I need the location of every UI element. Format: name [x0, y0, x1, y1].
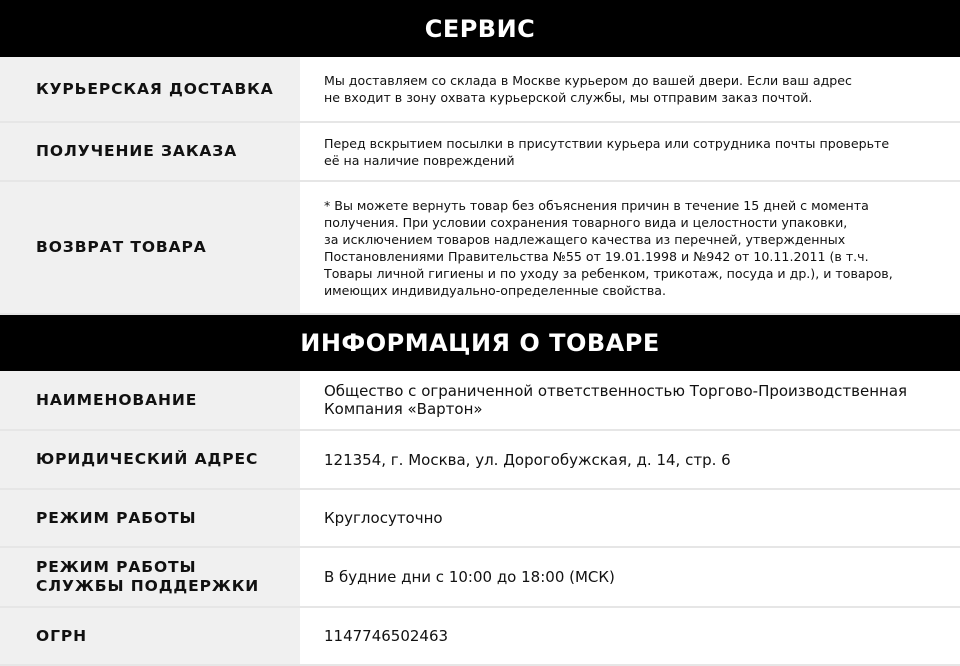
row-label: ПОЛУЧЕНИЕ ЗАКАЗА: [0, 123, 300, 180]
row-label: ЮРИДИЧЕСКИЙ АДРЕС: [0, 431, 300, 488]
product-info-header: [0, 315, 960, 371]
row-value: 1147746502463: [324, 627, 449, 645]
row-label: ВОЗВРАТ ТОВАРА: [0, 182, 300, 313]
row-value: В будние дни с 10:00 до 18:00 (МСК): [324, 568, 615, 586]
row-label: РЕЖИМ РАБОТЫ: [0, 490, 300, 546]
row-label: НАИМЕНОВАНИЕ: [0, 371, 300, 429]
row-label: ОГРН: [0, 608, 300, 664]
company-name-row: [0, 371, 960, 431]
row-value-cell: [300, 123, 960, 180]
support-hours-row: [0, 548, 960, 608]
row-value-cell: [300, 57, 960, 121]
product-info-title: ИНФОРМАЦИЯ О ТОВАРЕ: [300, 329, 660, 357]
row-value: Общество с ограниченной ответственностью Торгово-Производственная Компания «Вартон»: [324, 382, 908, 418]
row-value-cell: [300, 431, 960, 488]
courier-delivery-row: [0, 57, 960, 123]
row-label: РЕЖИМ РАБОТЫ СЛУЖБЫ ПОДДЕРЖКИ: [0, 548, 300, 606]
row-value: Мы доставляем со склада в Москве курьером до вашей двери. Если ваш адрес не входит в зону охвата курьерской службы, мы отправим заказ почтой.: [324, 73, 852, 105]
row-value-cell: [300, 371, 960, 429]
row-value-cell: [300, 608, 960, 664]
row-value: Перед вскрытием посылки в присутствии курьера или сотрудника почты проверьте её на наличие повреждений: [324, 135, 890, 168]
row-value-cell: [300, 490, 960, 546]
row-value: 121354, г. Москва, ул. Дорогобужская, д. 14, стр. 6: [324, 450, 731, 469]
ogrn-row: [0, 608, 960, 666]
product-return-row: [0, 182, 960, 315]
order-receipt-row: [0, 123, 960, 182]
row-value-cell: [300, 182, 960, 313]
service-header: [0, 0, 960, 57]
legal-address-row: [0, 431, 960, 490]
service-title: СЕРВИС: [424, 14, 536, 43]
working-hours-row: [0, 490, 960, 548]
row-value-cell: [300, 548, 960, 606]
row-value: * Вы можете вернуть товар без объяснения причин в течение 15 дней с момента получения. При условии сохранения товарного вида и целостности упаковки, за исключением товаров надлежащего качества из перечней, утвержденных Постановлениями Правительства №55 от 19.01.1998 и №942 от 10.11.2011 (в т.ч. Товары личной гигиены и по уходу за ребенком, трикотаж, посуда и др.), и товаров, имеющих индивидуально-определенные свойства.: [324, 197, 893, 298]
row-value: Круглосуточно: [324, 509, 443, 527]
row-label: КУРЬЕРСКАЯ ДОСТАВКА: [0, 57, 300, 121]
